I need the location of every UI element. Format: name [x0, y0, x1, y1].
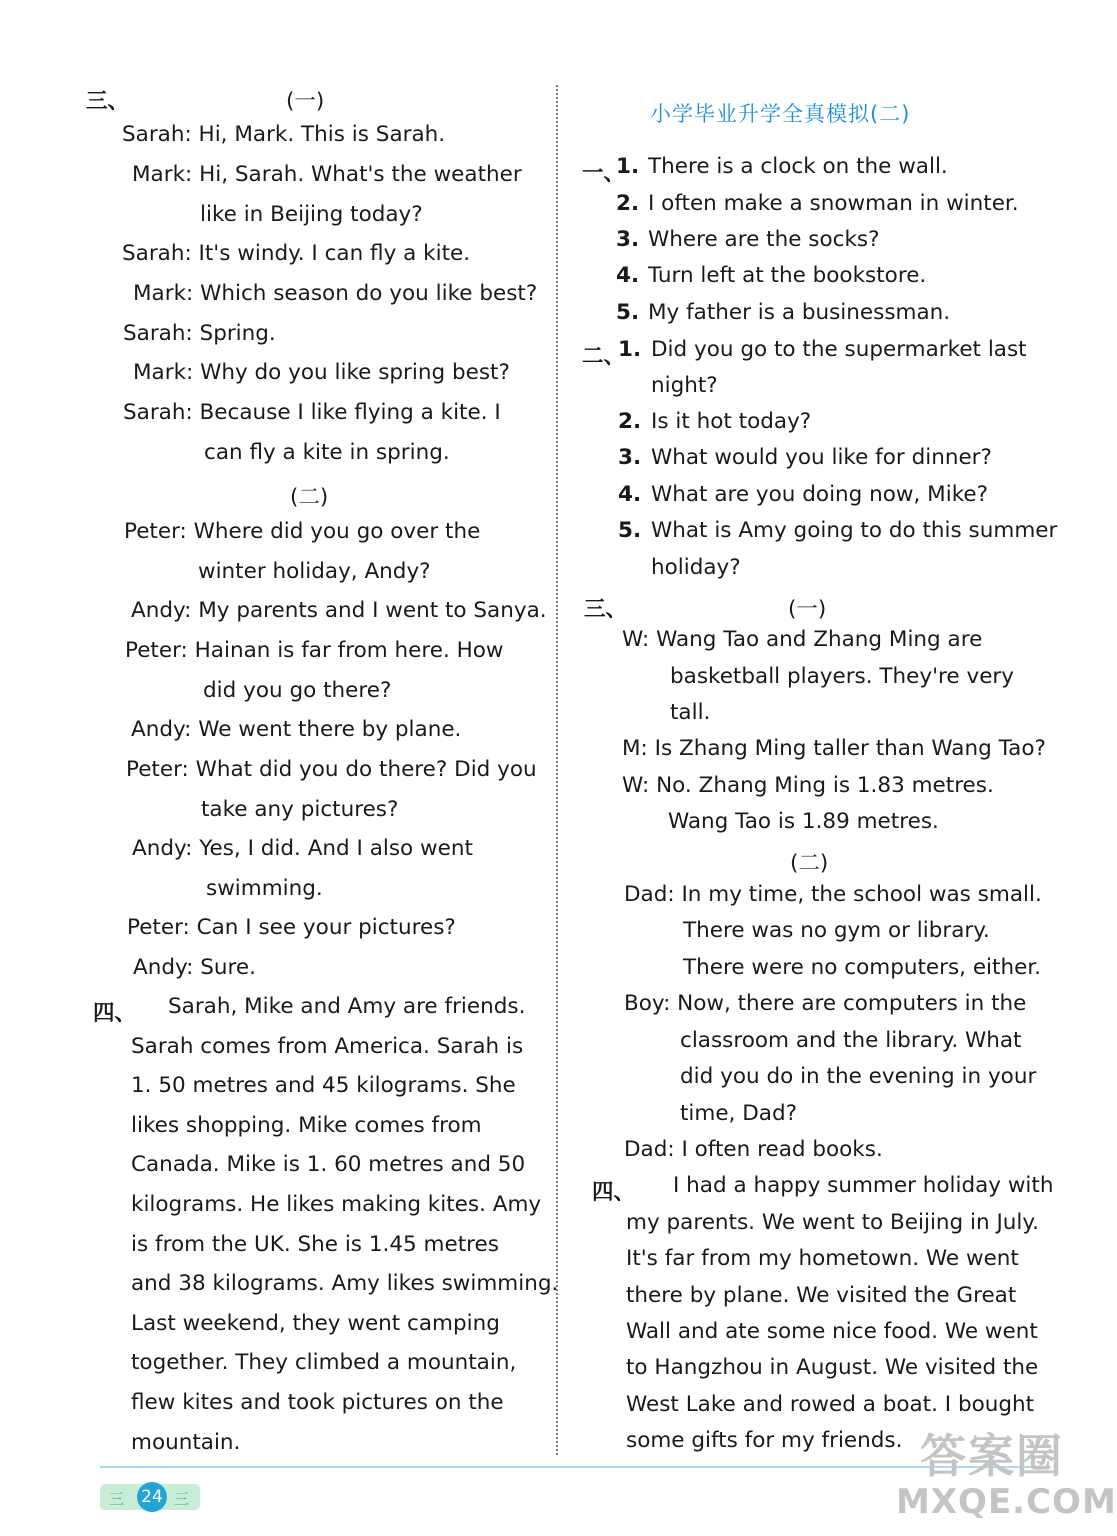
section-marker: 四、 [592, 1180, 636, 1205]
item-number: 3. [616, 227, 640, 252]
section-marker: 一、 [582, 161, 626, 186]
section-marker: 三、 [86, 89, 130, 114]
dialogue-line: There were no computers, either. [683, 955, 1042, 980]
part-heading: (一) [286, 89, 325, 114]
dialogue-line: Mark: Hi, Sarah. What's the weather [132, 162, 522, 187]
answer-line: Where are the socks? [648, 227, 880, 252]
passage-line: mountain. [131, 1430, 241, 1455]
badge-decoration: 三 [174, 1490, 190, 1508]
passage-line: Sarah comes from America. Sarah is [131, 1034, 524, 1059]
dialogue-line: There was no gym or library. [683, 918, 990, 943]
dialogue-line: Peter: What did you do there? Did you [126, 757, 537, 782]
passage-line: and 38 kilograms. Amy likes swimming. [131, 1271, 559, 1296]
item-number: 5. [618, 518, 642, 543]
dialogue-line: Mark: Why do you like spring best? [133, 360, 510, 385]
dialogue-line: can fly a kite in spring. [204, 440, 450, 465]
answer-line: What are you doing now, Mike? [651, 482, 989, 507]
answer-line: I often make a snowman in winter. [648, 191, 1019, 216]
dialogue-line: Dad: In my time, the school was small. [624, 882, 1042, 907]
dialogue-line: Peter: Hainan is far from here. How [125, 638, 504, 663]
passage-line: Wall and ate some nice food. We went [626, 1319, 1038, 1344]
passage-line: flew kites and took pictures on the [131, 1390, 504, 1415]
dialogue-line: Sarah: Spring. [123, 321, 276, 346]
watermark-logo [890, 1420, 1117, 1530]
dialogue-line: Dad: I often read books. [624, 1137, 883, 1162]
passage-line: It's far from my hometown. We went [626, 1246, 1019, 1271]
dialogue-line: tall. [670, 700, 711, 725]
dialogue-line: W: No. Zhang Ming is 1.83 metres. [622, 773, 994, 798]
passage-line: kilograms. He likes making kites. Amy [131, 1192, 542, 1217]
item-number: 4. [618, 482, 642, 507]
passage-line: to Hangzhou in August. We visited the [626, 1355, 1039, 1380]
answer-line: My father is a businessman. [648, 300, 951, 325]
answer-line: night? [651, 373, 718, 398]
dialogue-line: Andy: My parents and I went to Sanya. [131, 598, 547, 623]
dialogue-line: did you go there? [203, 678, 392, 703]
badge-decoration: 三 [109, 1490, 125, 1508]
dialogue-line: W: Wang Tao and Zhang Ming are [622, 627, 983, 652]
section-marker: 二、 [582, 344, 626, 369]
passage-line: is from the UK. She is 1.45 metres [131, 1232, 499, 1257]
item-number: 3. [618, 445, 642, 470]
watermark-text: 答案圈 [920, 1429, 1064, 1483]
item-number: 2. [616, 191, 640, 216]
passage-line: my parents. We went to Beijing in July. [626, 1210, 1039, 1235]
dialogue-line: Wang Tao is 1.89 metres. [668, 809, 939, 834]
dialogue-line: swimming. [206, 876, 323, 901]
page-number: 24 [137, 1482, 167, 1512]
column-divider [556, 85, 558, 1455]
answer-line: Turn left at the bookstore. [648, 263, 927, 288]
answer-line: What is Amy going to do this summer [651, 518, 1058, 543]
dialogue-line: M: Is Zhang Ming taller than Wang Tao? [622, 736, 1046, 761]
part-heading: (二) [790, 851, 829, 876]
passage-line: Canada. Mike is 1. 60 metres and 50 [131, 1152, 526, 1177]
item-number: 4. [616, 263, 640, 288]
passage-line: I had a happy summer holiday with [673, 1173, 1054, 1198]
passage-line: 1. 50 metres and 45 kilograms. She [131, 1073, 516, 1098]
dialogue-line: Sarah: Hi, Mark. This is Sarah. [122, 122, 446, 147]
dialogue-line: winter holiday, Andy? [198, 559, 431, 584]
dialogue-line: Andy: Yes, I did. And I also went [132, 836, 473, 861]
part-heading: (二) [290, 485, 329, 510]
item-number: 1. [616, 154, 640, 179]
dialogue-line: Boy: Now, there are computers in the [624, 991, 1027, 1016]
page-number-badge [100, 1484, 200, 1510]
dialogue-line: classroom and the library. What [680, 1028, 1022, 1053]
dialogue-line: Mark: Which season do you like best? [133, 281, 538, 306]
passage-line: likes shopping. Mike comes from [131, 1113, 482, 1138]
answer-line: holiday? [651, 555, 741, 580]
item-number: 1. [618, 337, 642, 362]
dialogue-line: Sarah: Because I like flying a kite. I [123, 400, 501, 425]
page-title: 小学毕业升学全真模拟(二) [650, 102, 911, 126]
passage-line: together. They climbed a mountain, [131, 1350, 517, 1375]
item-number: 2. [618, 409, 642, 434]
answer-line: There is a clock on the wall. [648, 154, 948, 179]
passage-line: Last weekend, they went camping [131, 1311, 500, 1336]
passage-line: West Lake and rowed a boat. I bought [626, 1392, 1035, 1417]
answer-line: What would you like for dinner? [651, 445, 992, 470]
dialogue-line: basketball players. They're very [670, 664, 1014, 689]
passage-line: some gifts for my friends. [626, 1428, 903, 1453]
dialogue-line: Peter: Where did you go over the [124, 519, 481, 544]
answer-line: Did you go to the supermarket last [651, 337, 1027, 362]
dialogue-line: Andy: Sure. [133, 955, 256, 980]
passage-line: there by plane. We visited the Great [626, 1283, 1017, 1308]
part-heading: (一) [788, 597, 827, 622]
dialogue-line: Andy: We went there by plane. [131, 717, 462, 742]
dialogue-line: Sarah: It's windy. I can fly a kite. [122, 241, 471, 266]
dialogue-line: take any pictures? [201, 797, 399, 822]
dialogue-line: like in Beijing today? [200, 202, 423, 227]
item-number: 5. [616, 300, 640, 325]
section-marker: 三、 [584, 597, 628, 622]
dialogue-line: Peter: Can I see your pictures? [127, 915, 456, 940]
watermark-url: MXQE.COM [896, 1482, 1117, 1522]
dialogue-line: time, Dad? [680, 1101, 798, 1126]
section-marker: 四、 [93, 1001, 137, 1026]
answer-line: Is it hot today? [651, 409, 812, 434]
passage-line: Sarah, Mike and Amy are friends. [168, 994, 526, 1019]
dialogue-line: did you do in the evening in your [680, 1064, 1037, 1089]
